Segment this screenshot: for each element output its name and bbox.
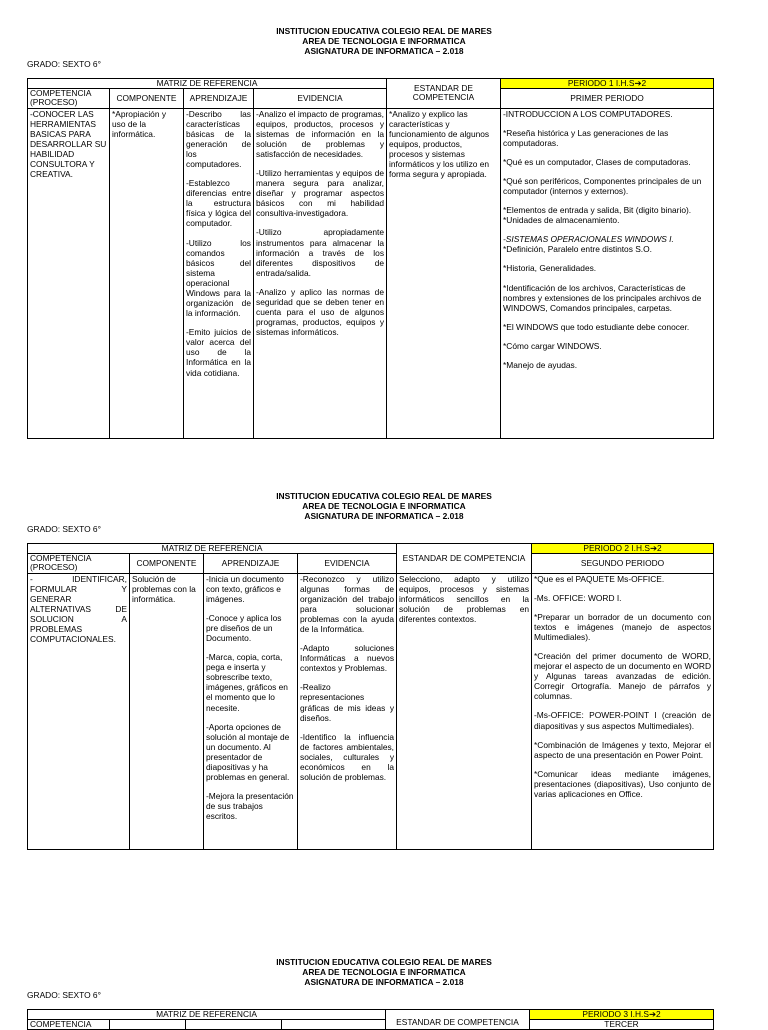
contenido-item: *Elementos de entrada y salida, Bit (digito binario). *Unidades de almacenamiento. <box>503 205 692 226</box>
evidencia-header <box>282 1020 386 1030</box>
aprendizaje-header <box>186 1020 282 1030</box>
evidencia-item: -Analizo el impacto de programas, equipos, productos, procesos y sistemas de información en la solución de problemas y satisfacción de necesidades. <box>256 108 385 160</box>
contenido-item: *Qué es un computador, Clases de computadoras. <box>503 156 691 167</box>
evidencia-header: EVIDENCIA <box>254 89 387 108</box>
periodo-name: TERCER <box>530 1020 714 1030</box>
aprendizaje-item: -Aporta opciones de solución al montaje de un documento. Al presentador de diapositivas y ha problemas en general. <box>206 721 290 783</box>
aprendizaje-item: -Conoce y aplica los pre diseños de un Documento. <box>206 612 282 644</box>
header-subject: ASIGNATURA DE INFORMATICA – 2.018 <box>304 45 464 56</box>
contenido-item: *Preparar un borrador de un documento con textos e imágenes (manejo de aspectos Multimediales). <box>534 611 712 643</box>
contenido-item: *Definición, Paralelo entre distintos S.O. <box>503 244 652 255</box>
estandar-header: ESTANDAR DE COMPETENCIA <box>397 544 532 574</box>
estandar-header: ESTANDAR DE COMPETENCIA <box>387 79 501 109</box>
estandar-cell: Selecciono, adapto y utilizo equipos, procesos y sistemas informáticos sencillos en la solución de problemas en diferentes contextos. <box>397 573 532 849</box>
competencia-cell: - IDENTIFICAR, FORMULAR Y GENERAR ALTERNATIVAS DE SOLUCION A PROBLEMAS COMPUTACIONALES. <box>28 573 130 849</box>
document-header <box>0 27 768 57</box>
componente-cell: Solución de problemas con la informática. <box>130 573 204 849</box>
matrix-table-periodo-1 <box>27 78 714 439</box>
periodo-badge: PERIODO 1 I.H.S➔2 <box>501 79 714 89</box>
aprendizaje-item: -Mejora la presentación de sus trabajos escritos. <box>206 791 294 822</box>
evidencia-cell <box>298 573 397 849</box>
aprendizaje-header: APRENDIZAJE <box>184 89 254 108</box>
evidencia-item: -Utilizo apropiadamente instrumentos para almacenar la información a través de los diferentes dispositivos de entrada/salida. <box>256 227 385 278</box>
evidencia-item: -Reconozco y utilizo algunas formas de organización del trabajo para solucionar problemas con la ayuda de la Informática. <box>300 573 395 635</box>
contenido-item: *Identificación de los archivos, Características de nombres y extensiones de los principales archivos de WINDOWS, Comandos principales, carpetas. <box>503 282 702 313</box>
componente-header: COMPONENTE <box>130 554 204 573</box>
contenido-item: *El WINDOWS que todo estudiante debe conocer. <box>503 321 690 332</box>
aprendizaje-item: -Marca, copia, corta, pega e inserta y sobrescribe texto, imágenes, gráficos en el momento que lo necesite. <box>206 652 288 713</box>
estandar-cell: *Analizo y explico las características y funcionamiento de algunos equipos, productos, procesos y sistemas informáticos y los utilizo en forma segura y apropiada. <box>387 108 501 438</box>
header-institution: INSTITUCION EDUCATIVA COLEGIO REAL DE MARES <box>276 491 492 501</box>
grado-label: GRADO: SEXTO 6° <box>27 990 101 1000</box>
header-area: AREA DE TECNOLOGIA E INFORMATICA <box>302 35 466 46</box>
competencia-header: COMPETENCIA <box>28 1020 110 1030</box>
header-area: AREA DE TECNOLOGIA E INFORMATICA <box>302 500 466 511</box>
header-institution: INSTITUCION EDUCATIVA COLEGIO REAL DE MARES <box>276 26 492 36</box>
contenido-item: -SISTEMAS OPERACIONALES WINDOWS I. <box>503 234 674 245</box>
estandar-header: ESTANDAR DE COMPETENCIA <box>386 1010 530 1030</box>
evidencia-item: -Realizo representaciones gráficas de mis ideas y diseños. <box>300 682 395 723</box>
matriz-header: MATRIZ DE REFERENCIA <box>28 544 397 554</box>
evidencia-item: -Utilizo herramientas y equipos de manera segura para analizar, diseñar y programar aspectos básicos con mi habilidad consultiva-investigadora. <box>256 168 385 219</box>
header-subject: ASIGNATURA DE INFORMATICA – 2.018 <box>304 976 464 987</box>
competencia-header: COMPETENCIA (PROCESO) <box>28 89 110 108</box>
evidencia-cell <box>254 108 387 438</box>
matrix-table-periodo-2 <box>27 543 714 850</box>
periodo-name: SEGUNDO PERIODO <box>532 554 714 573</box>
componente-header <box>110 1020 186 1030</box>
header-institution: INSTITUCION EDUCATIVA COLEGIO REAL DE MARES <box>276 957 492 967</box>
competencia-header: COMPETENCIA (PROCESO) <box>28 554 130 573</box>
section-periodo-1 <box>0 27 768 57</box>
aprendizaje-header: APRENDIZAJE <box>204 554 298 573</box>
aprendizaje-item: -Inicia un documento con texto, gráficos e imágenes. <box>206 573 284 604</box>
section-periodo-2 <box>0 492 768 522</box>
matriz-header: MATRIZ DE REFERENCIA <box>28 79 387 89</box>
contenido-item: *Qué son periféricos, Componentes principales de un computador (internos y externos). <box>503 176 702 197</box>
periodo-badge: PERIODO 2 I.H.S➔2 <box>532 544 714 554</box>
contenido-item: *Cómo cargar WINDOWS. <box>503 340 602 351</box>
header-area: AREA DE TECNOLOGIA E INFORMATICA <box>302 966 466 977</box>
document-header <box>0 958 768 988</box>
contenido-item: *Combinación de Imágenes y texto, Mejorar el aspecto de una presentación en Power Point. <box>534 739 712 760</box>
grado-label: GRADO: SEXTO 6° <box>27 524 101 534</box>
contenido-item: *Historia, Generalidades. <box>503 263 597 274</box>
periodo-badge: PERIODO 3 I.H.S➔2 <box>530 1010 714 1020</box>
evidencia-item: -Analizo y aplico las normas de seguridad que se deben tener en cuenta para el uso de algunos programas, productos, equipos y sistemas informáticos. <box>256 286 385 338</box>
matrix-table-periodo-3 <box>27 1009 714 1030</box>
aprendizaje-cell <box>184 108 254 438</box>
aprendizaje-item: -Describo las características básicas de la generación de los computadores. <box>186 108 251 170</box>
aprendizaje-item: -Utilizo los comandos básicos del sistema operacional Windows para la organización de la información. <box>186 237 251 319</box>
contenido-item: *Reseña histórica y Las generaciones de las computadoras. <box>503 127 669 148</box>
section-periodo-3 <box>0 958 768 988</box>
contenido-cell <box>532 573 714 849</box>
header-subject: ASIGNATURA DE INFORMATICA – 2.018 <box>304 510 464 521</box>
aprendizaje-cell <box>204 573 298 849</box>
componente-header: COMPONENTE <box>110 89 184 108</box>
contenido-item: *Creación del primer documento de WORD, mejorar el aspecto de un documento en WORD y Algunas tareas avanzadas de edición. Corregir Ortografía. Manejo de párrafos y columnas. <box>534 651 712 702</box>
contenido-item: *Manejo de ayudas. <box>503 359 578 370</box>
evidencia-item: -Adapto soluciones Informáticas a nuevos contextos y Problemas. <box>300 643 395 674</box>
periodo-name: PRIMER PERIODO <box>501 89 714 108</box>
aprendizaje-item: -Establezco diferencias entre la estructura física y lógica del computador. <box>186 178 251 229</box>
evidencia-item: -Identifico la influencia de factores ambientales, sociales, culturales y económicos en la solución de problemas. <box>300 731 395 783</box>
aprendizaje-item: -Emito juicios de valor acerca del uso de la Informática en la vida cotidiana. <box>186 327 251 378</box>
contenido-item: -Ms. OFFICE: WORD I. <box>534 592 622 603</box>
contenido-item: -INTRODUCCION A LOS COMPUTADORES. <box>503 108 673 119</box>
grado-label: GRADO: SEXTO 6° <box>27 59 101 69</box>
matriz-header: MATRIZ DE REFERENCIA <box>28 1010 386 1020</box>
contenido-item: *Que es el PAQUETE Ms-OFFICE. <box>534 573 665 584</box>
competencia-cell: -CONOCER LAS HERRAMIENTAS BASICAS PARA DESARROLLAR SU HABILIDAD CONSULTORA Y CREATIVA. <box>28 108 110 438</box>
contenido-item: -Ms-OFFICE: POWER-POINT I (creación de diapositivas y sus aspectos Multimediales). <box>534 710 712 731</box>
evidencia-header: EVIDENCIA <box>298 554 397 573</box>
componente-cell: *Apropiación y uso de la informática. <box>110 108 184 438</box>
contenido-cell <box>501 108 714 438</box>
document-header <box>0 492 768 522</box>
contenido-item: *Comunicar ideas mediante imágenes, presentaciones (diapositivas), Uso conjunto de varias aplicaciones en Office. <box>534 768 712 799</box>
